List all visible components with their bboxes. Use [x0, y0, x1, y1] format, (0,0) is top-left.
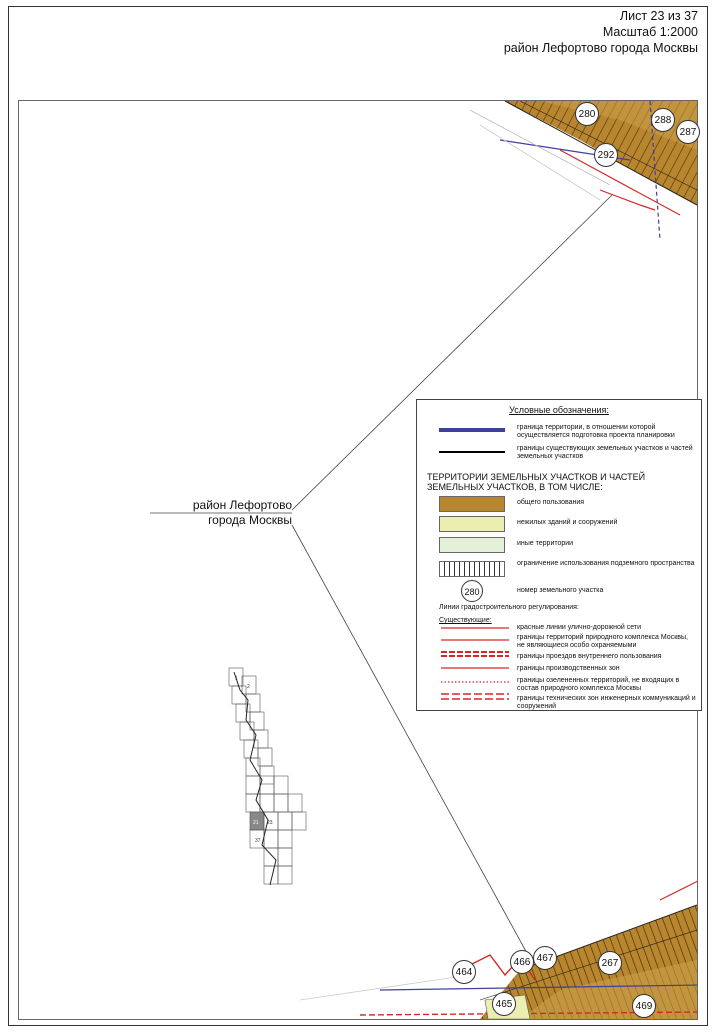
index-sheet-label: 1 [235, 676, 238, 682]
legend-item-label: границы технических зон инженерных коммуникаций и сооружений [517, 695, 696, 710]
legend-line-samples [439, 622, 511, 714]
legend-boundary-line [439, 428, 505, 432]
legend-item-label: номер земельного участка [517, 587, 604, 594]
district-callout [150, 498, 292, 528]
legend-swatch-other [439, 537, 505, 553]
legend-item-label: нежилых зданий и сооружений [517, 519, 618, 526]
legend-item-label: границы территорий природного комплекса Москвы, не являющиеся особо охраняемыми [517, 634, 688, 649]
legend-item-label: границы производственных зон [517, 665, 620, 672]
sheet-index [229, 668, 306, 885]
legend-title: Условные обозначения: [509, 405, 609, 415]
parcel-number-circle: 267 [598, 951, 622, 975]
callout-line-1: район Лефортово [192, 498, 292, 512]
map-legend [416, 399, 702, 711]
index-sheet-label: 21 [253, 820, 259, 826]
legend-item-label: граница территории, в отношении которой осуществляется подготовка проекта планировки [517, 424, 675, 439]
legend-existing-title: Существующие: [439, 617, 492, 624]
parcel-number-circle: 464 [452, 960, 476, 984]
legend-item-label: границы озелененных территорий, не входящих в состав природного комплекса Москвы [517, 677, 680, 692]
legend-parcel-line [439, 451, 505, 453]
index-sheet-label: 37 [255, 838, 261, 844]
parcel-number-circle: 288 [651, 108, 675, 132]
map-scale: Масштаб 1:2000 [602, 25, 698, 39]
parcel-number-circle: 287 [676, 120, 700, 144]
legend-regulation-title: Линии градостроительного регулирования: [439, 604, 579, 611]
sheet-number: Лист 23 из 37 [619, 9, 698, 23]
legend-item-label: красные линии улично-дорожной сети [517, 624, 642, 631]
index-sheet-label: 23 [267, 820, 273, 826]
legend-section-title: ТЕРРИТОРИИ ЗЕМЕЛЬНЫХ УЧАСТКОВ И ЧАСТЕЙ ЗЕМЕЛЬНЫХ УЧАСТКОВ, В ТОМ ЧИСЛЕ: [427, 472, 646, 492]
district-name: район Лефортово города Москвы [503, 41, 698, 55]
legend-item-label: ограничение использования подземного пространства [517, 560, 695, 567]
parcel-number-circle: 292 [594, 143, 618, 167]
callout-line-2: города Москвы [208, 513, 292, 527]
legend-swatch-public [439, 496, 505, 512]
parcel-number-circle: 465 [492, 992, 516, 1016]
legend-parcel-circle: 280 [461, 580, 483, 602]
parcel-number-circle: 467 [533, 946, 557, 970]
parcel-number-circle: 469 [632, 994, 656, 1018]
parcel-number-circle: 280 [575, 102, 599, 126]
legend-item-label: границы существующих земельных участков и частей земельных участков [517, 445, 693, 460]
legend-item-label: границы проездов внутреннего пользования [517, 653, 662, 660]
legend-swatch-nonresidential [439, 516, 505, 532]
legend-item-label: общего пользования [517, 499, 585, 506]
legend-swatch-underground [439, 561, 505, 577]
index-sheet-label: 2 [247, 684, 250, 690]
legend-item-label: иные территории [517, 540, 574, 547]
parcel-number-circle: 466 [510, 950, 534, 974]
